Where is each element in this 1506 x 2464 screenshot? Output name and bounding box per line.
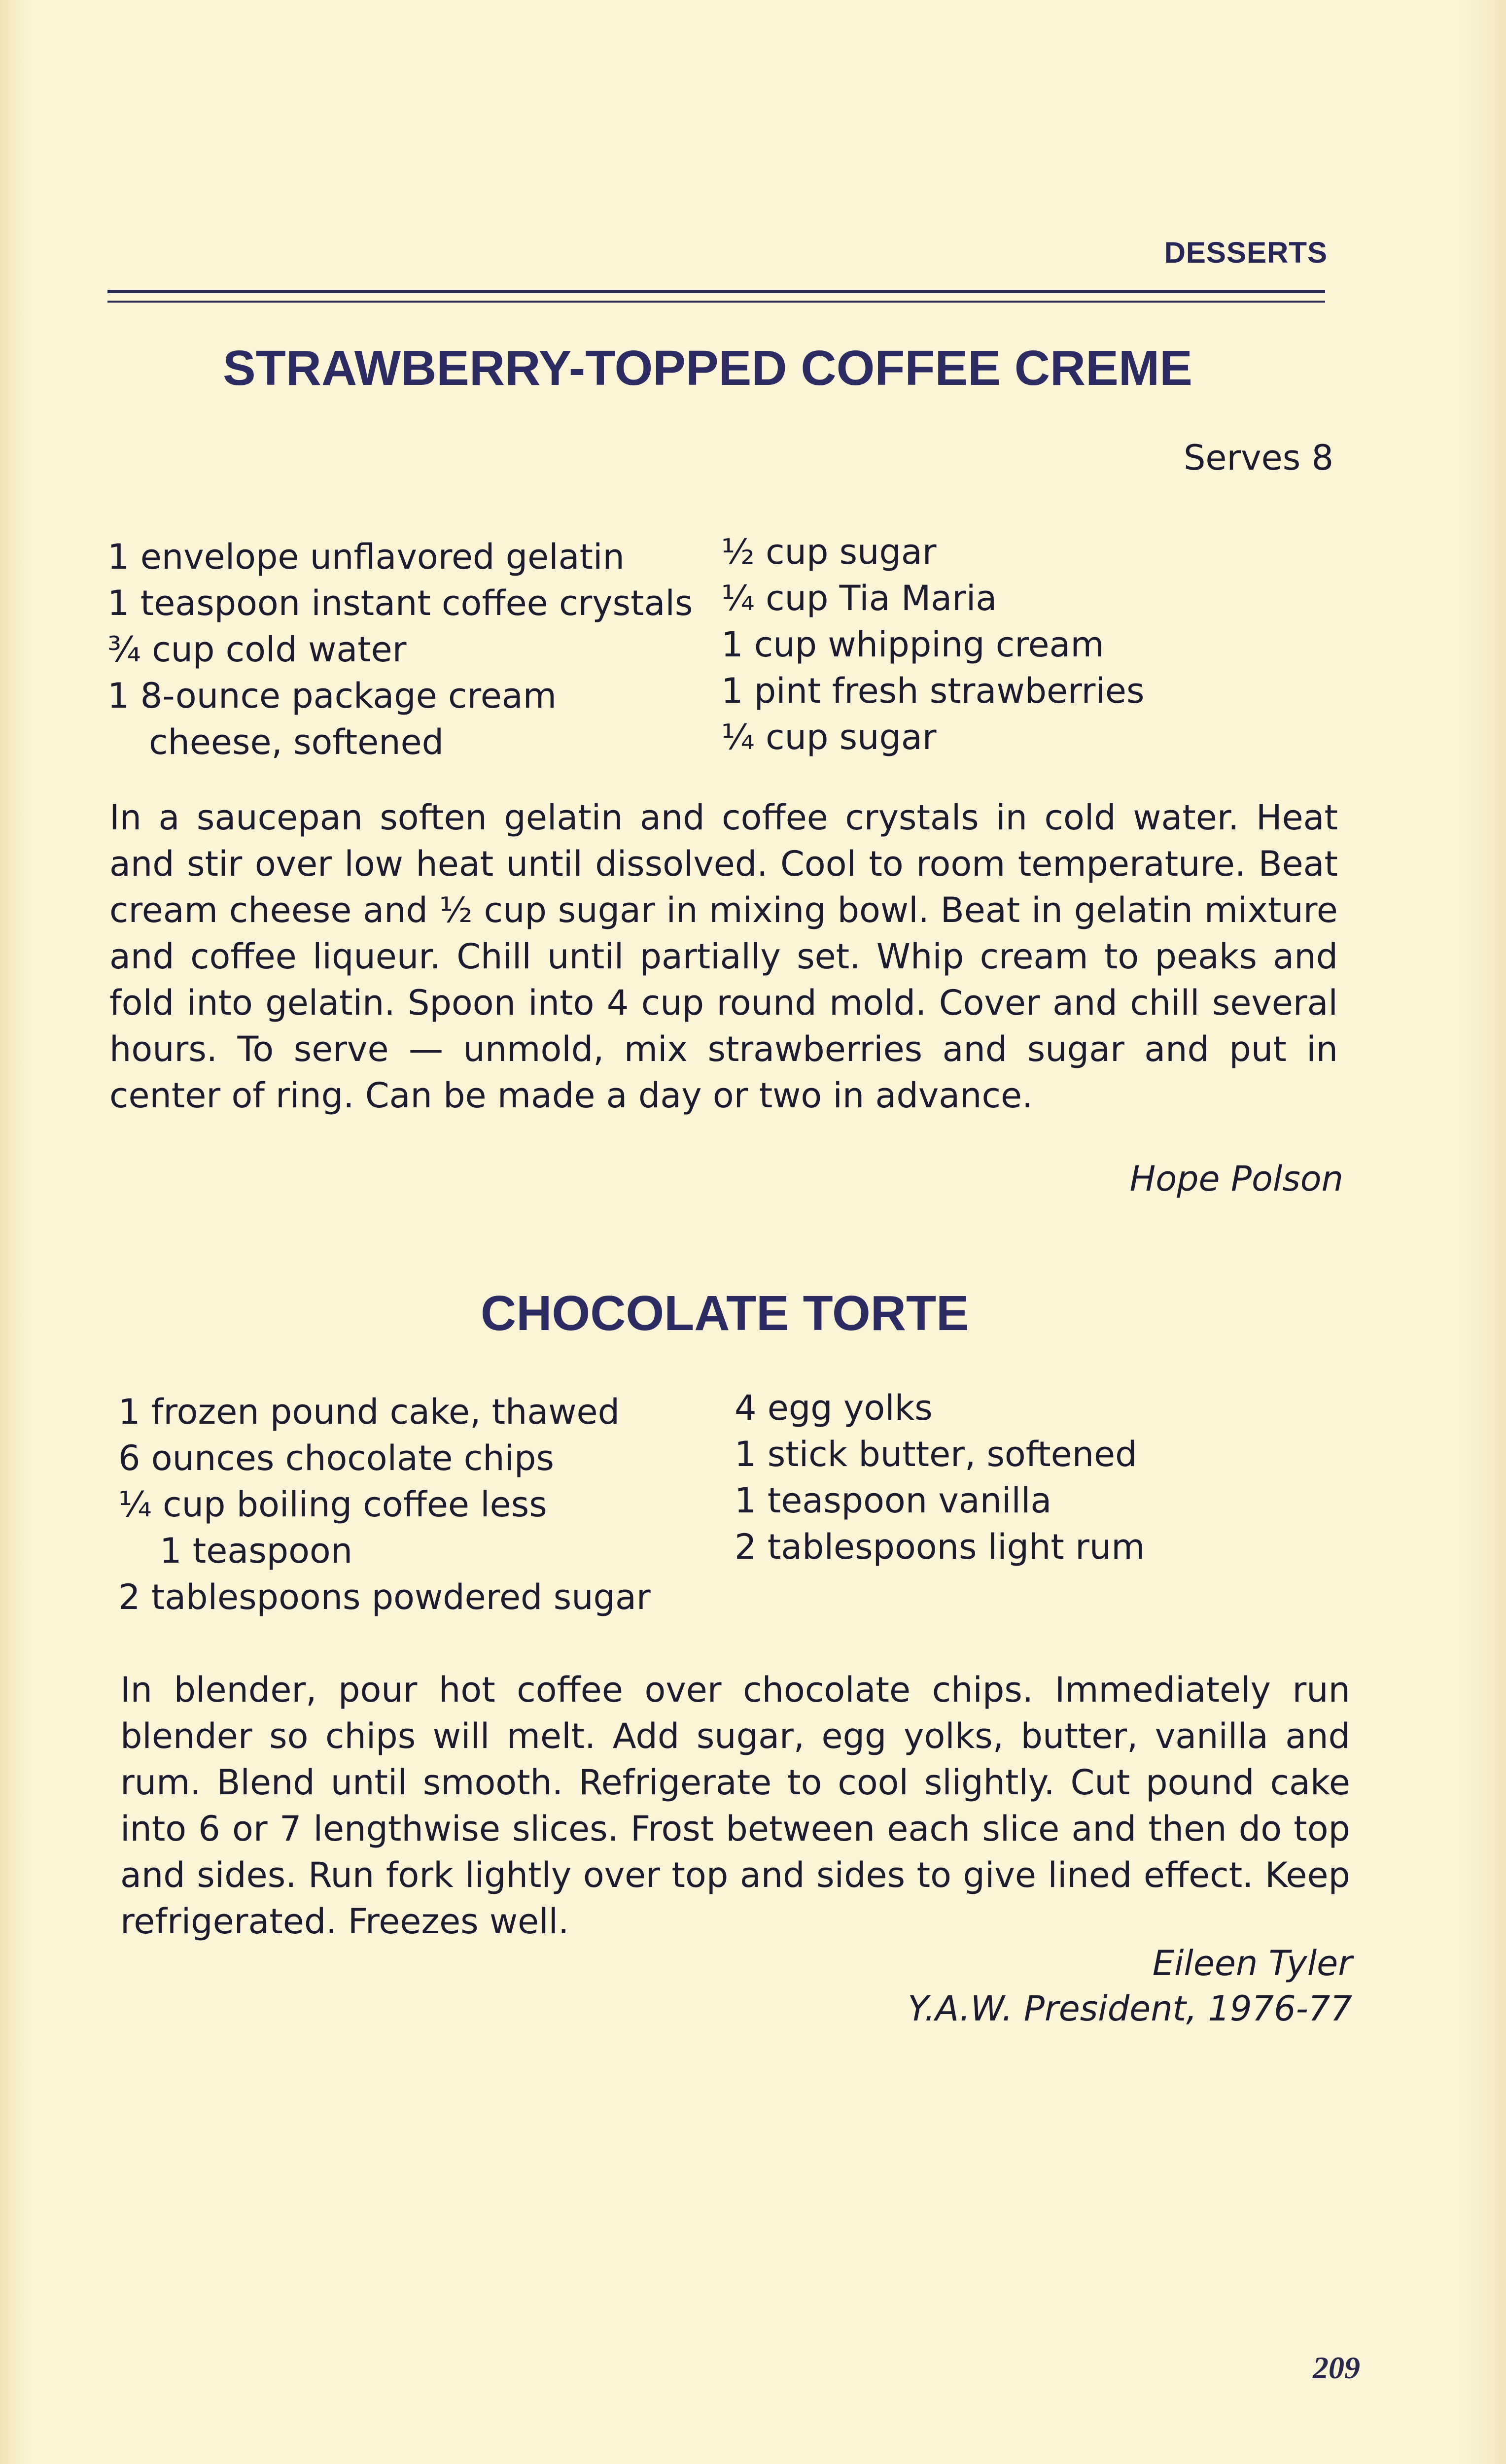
ingredient-item: 4 egg yolks <box>735 1388 933 1428</box>
recipe-directions: In blender, pour hot coffee over chocolate chips. Immediately run blender so chips will melt. Add sugar, egg yolks, butter, vanilla and rum. Blend until smooth. Refrigerate to cool slightly. Cut pound cake into 6 or 7 lengthwise slices. Frost between each slice and then do top and sides. Run fork lightly over top and sides to give lined effect. Keep refrigerated. Freezes well. <box>120 1670 1350 1942</box>
ingredient-list-right <box>721 529 1144 760</box>
header-rule-thin <box>107 301 1325 303</box>
credit-name: Hope Polson <box>1129 1159 1343 1199</box>
page-number: 209 <box>1313 2350 1360 2385</box>
ingredient-list-right <box>735 1385 1145 1570</box>
ingredient-item: ¼ cup Tia Maria <box>721 578 997 618</box>
serves-label: Serves 8 <box>1183 438 1333 478</box>
ingredient-list-left <box>118 1389 651 1620</box>
ingredient-item: 1 stick butter, softened <box>735 1434 1137 1474</box>
ingredient-item: 1 pint fresh strawberries <box>721 671 1145 711</box>
credit-name: Eileen Tyler <box>1152 1943 1352 1984</box>
header-rule-thick <box>107 290 1325 293</box>
ingredient-item: ¼ cup sugar <box>721 717 937 757</box>
ingredient-item-continued: cheese, softened <box>149 722 444 762</box>
ingredient-item: 1 frozen pound cake, thawed <box>118 1392 620 1432</box>
recipe-directions: In a saucepan soften gelatin and coffee crystals in cold water. Heat and stir over low heat until dissolved. Cool to room temperature. Beat cream cheese and ½ cup sugar in mixing bowl. Beat in gelatin mixture and coffee liqueur. Chill until partially set. Whip cream to peaks and fold into gelatin. Spoon into 4 cup round mold. Cover and chill several hours. To serve — unmold, mix strawberries and sugar and put in center of ring. Can be made a day or two in advance. <box>109 797 1338 1116</box>
recipe-credit <box>1130 1156 1343 1201</box>
ingredient-item: 2 tablespoons light rum <box>735 1527 1145 1567</box>
ingredient-item: 6 ounces chocolate chips <box>118 1438 554 1478</box>
ingredient-item: ½ cup sugar <box>721 532 937 572</box>
credit-title: Y.A.W. President, 1976-77 <box>908 1988 1352 2029</box>
ingredient-item: 1 teaspoon vanilla <box>735 1480 1052 1521</box>
ingredient-item-continued: 1 teaspoon <box>160 1531 353 1571</box>
ingredient-item: 1 8-ounce package cream <box>107 676 557 716</box>
recipe-credit <box>908 1941 1352 2031</box>
ingredient-item: 1 cup whipping cream <box>721 624 1104 665</box>
recipe-title-strawberry-coffee-creme: STRAWBERRY-TOPPED COFFEE CREME <box>223 341 1192 396</box>
ingredient-item: 1 envelope unflavored gelatin <box>107 537 625 577</box>
ingredient-item: ¼ cup boiling coffee less <box>118 1484 547 1525</box>
ingredient-item: 1 teaspoon instant coffee crystals <box>107 583 693 623</box>
ingredient-item: ¾ cup cold water <box>107 629 407 670</box>
ingredient-item: 2 tablespoons powdered sugar <box>118 1577 651 1617</box>
ingredient-list-left <box>107 534 693 765</box>
section-header: DESSERTS <box>1164 236 1328 269</box>
recipe-title-chocolate-torte: CHOCOLATE TORTE <box>481 1286 969 1341</box>
